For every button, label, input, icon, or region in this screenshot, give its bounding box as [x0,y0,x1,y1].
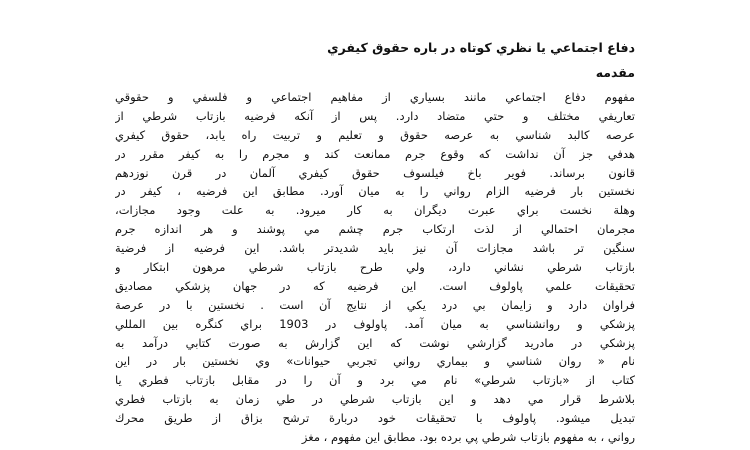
text-line: هدفي جز آن نداشت كه وقوع جرم ممانعت كند و مجرم را به كيفر مقرر در [115,146,635,161]
text-line: بازتاب شرطي نشاني دارد، ولي طرح بازتاب شرطي مرهون ابتكار و [115,260,635,275]
text-line: وهلة نخست براي عبرت ديگران به كار ميرود. به علت وجود مجازات، [115,203,635,218]
text-line: عرصه كالبد شناسي به عرصه حقوق و تعليم و تربيت راه يابد، حقوق كيفري [115,127,635,142]
text-line: تعاريفي مختلف و حتي متضاد دارد. پس از آنكه فرضيه بازتاب شرطي از [115,108,635,123]
text-line: پزشكي و روانشناسي به ميان آمد. پاولوف در 1903 براي كنگره بين المللي [115,316,635,331]
document-body [115,38,635,447]
document-title: دفاع اجتماعي يا نظري كوتاه در باره حقوق كيفري [327,40,635,55]
text-line: بلاشرط قرار مي دهد و اين بازتاب شرطي در طي زمان به بازتاب فطري [115,392,635,407]
text-line: فراوان دارد و زايمان بي درد يكي از نتايج آن است . نخستين با در عرصة [115,297,635,312]
text-line: سنگين تر باشد مجازات آن نيز بايد شديدتر باشد. اين فرضيه از فرضية [115,241,635,256]
text-line: رواني ، به مفهوم بازتاب شرطي پي برده بود. مطابق اين مفهوم ، مغز [301,430,635,445]
text-line: نخستين بار فرضيه الزام رواني را به ميان آورد. مطابق اين فرضيه ، كيفر در [115,184,635,199]
text-line: تحقيقات علمي پاولوف است. اين فرضيه كه در جهان پزشكي مصاديق [115,278,635,293]
body-text [115,88,635,447]
text-line: پزشكي در مادريد گزارشي نوشت كه اين گزارش به صورت كتابي درآمد به [115,335,635,350]
text-line: قانون برساند. فوير باخ فيلسوف حقوق كيفري آلمان در قرن نوزدهم [115,165,635,180]
text-line: مجرمان احتمالي از لذت ارتكاب جرم چشم مي پوشند و هر اندازه جرم [115,222,635,237]
text-line: تبديل ميشود. پاولوف با تحقيقات خود دربارة ترشح بزاق از طريق محرك [115,411,635,426]
text-line: نام « روان شناسي و بيماري رواني تجربي حيوانات» وي نخستين بار در اين [115,354,635,369]
text-line: مفهوم دفاع اجتماعي مانند بسياري از مفاهيم اجتماعي و فلسفي و حقوقي [115,90,635,104]
section-heading: مقدمه [595,65,635,80]
text-line: كتاب از «بازتاب شرطي» نام مي برد و آن را در مقابل بازتاب فطري يا [115,373,635,388]
